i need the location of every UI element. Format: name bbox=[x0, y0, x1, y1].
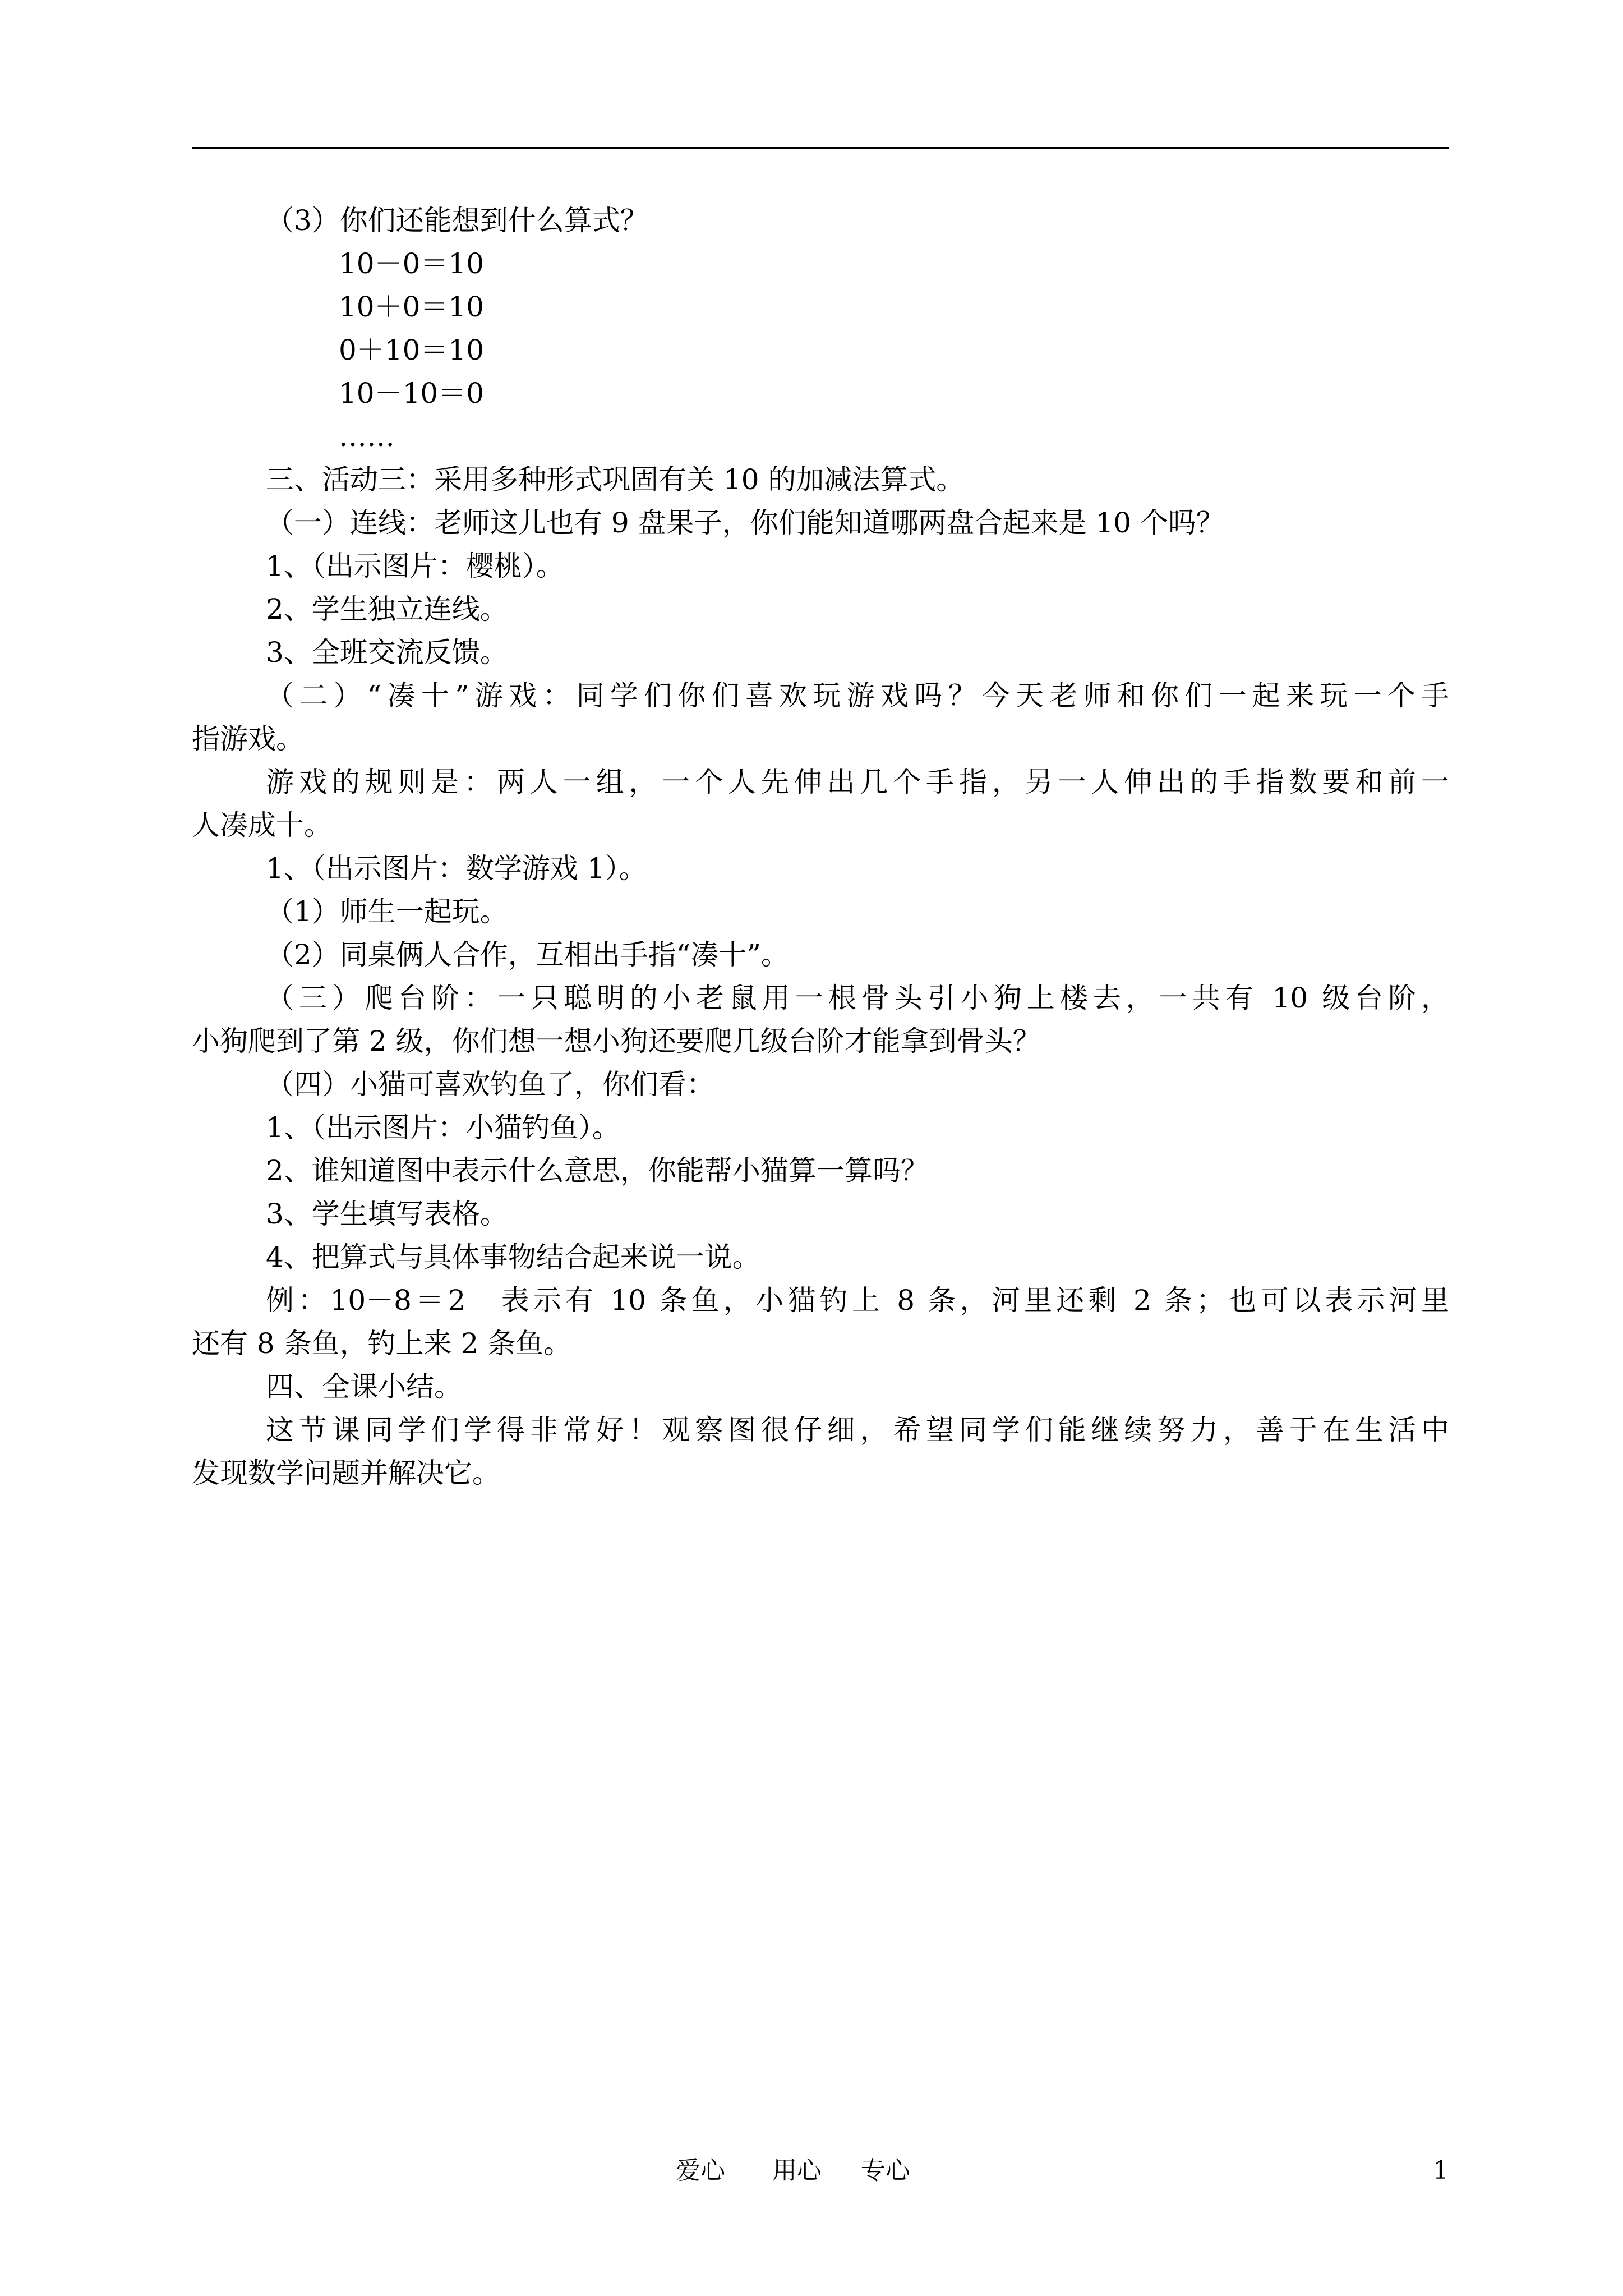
list-item: 4、把算式与具体事物结合起来说一说。 bbox=[266, 1241, 760, 1273]
list-item: （2）同桌俩人合作，互相出手指“凑十”。 bbox=[266, 938, 789, 971]
paragraph-line: （三）爬台阶：一只聪明的小老鼠用一根骨头引小狗上楼去，一共有 10 级台阶， bbox=[266, 982, 1449, 1014]
paragraph-line: （3）你们还能想到什么算式？ bbox=[266, 204, 648, 237]
document-body bbox=[192, 199, 1449, 1495]
paragraph-line: 发现数学问题并解决它。 bbox=[192, 1457, 500, 1489]
equation-line: 10－0＝10 bbox=[339, 247, 485, 280]
list-item: 2、谁知道图中表示什么意思，你能帮小猫算一算吗？ bbox=[266, 1154, 929, 1187]
equation-line: 0＋10＝10 bbox=[339, 334, 485, 366]
equation-line: 10＋0＝10 bbox=[339, 291, 485, 323]
page-footer bbox=[0, 2148, 1623, 2193]
section-heading: 四、全课小结。 bbox=[266, 1370, 462, 1403]
footer-motto: 爱心 用心 专心 bbox=[676, 2156, 910, 2185]
paragraph-line: （四）小猫可喜欢钓鱼了，你们看： bbox=[266, 1068, 714, 1101]
paragraph-line: 小狗爬到了第 2 级，你们想一想小狗还要爬几级台阶才能拿到骨头？ bbox=[192, 1025, 1041, 1057]
paragraph-line: 这节课同学们学得非常好！观察图很仔细，希望同学们能继续努力，善于在生活中 bbox=[266, 1414, 1449, 1446]
example-explanation: 表示有 10 条鱼，小猫钓上 8 条，河里还剩 2 条；也可以表示河里 bbox=[497, 1284, 1449, 1317]
ellipsis-line: …… bbox=[339, 420, 395, 453]
section-heading: 三、活动三：采用多种形式巩固有关 10 的加减法算式。 bbox=[266, 463, 965, 496]
list-item: 1、（出示图片：樱桃）。 bbox=[266, 550, 564, 582]
header-rule bbox=[192, 147, 1449, 149]
paragraph-line: 游戏的规则是：两人一组，一个人先伸出几个手指，另一人伸出的手指数要和前一 bbox=[266, 766, 1449, 798]
page-number: 1 bbox=[1433, 2156, 1449, 2185]
list-item: 3、全班交流反馈。 bbox=[266, 636, 508, 669]
list-item: 2、学生独立连线。 bbox=[266, 593, 508, 625]
list-item: 3、学生填写表格。 bbox=[266, 1198, 508, 1230]
list-item: 1、（出示图片：数学游戏 1）。 bbox=[266, 852, 647, 885]
example-line bbox=[192, 1279, 1449, 1322]
list-item: 1、（出示图片：小猫钓鱼）。 bbox=[266, 1111, 620, 1144]
equation-line: 10－10＝0 bbox=[339, 377, 485, 409]
example-equation: 例：10－8＝2 bbox=[266, 1284, 466, 1317]
paragraph-line: 人凑成十。 bbox=[192, 809, 332, 841]
paragraph-line: （二）“凑十”游戏：同学们你们喜欢玩游戏吗？今天老师和你们一起来玩一个手 bbox=[266, 679, 1449, 712]
paragraph-line: 还有 8 条鱼，钓上来 2 条鱼。 bbox=[192, 1327, 572, 1360]
paragraph-line: 指游戏。 bbox=[192, 723, 304, 755]
paragraph-line: （一）连线：老师这儿也有 9 盘果子，你们能知道哪两盘合起来是 10 个吗？ bbox=[266, 507, 1225, 539]
list-item: （1）师生一起玩。 bbox=[266, 895, 508, 928]
